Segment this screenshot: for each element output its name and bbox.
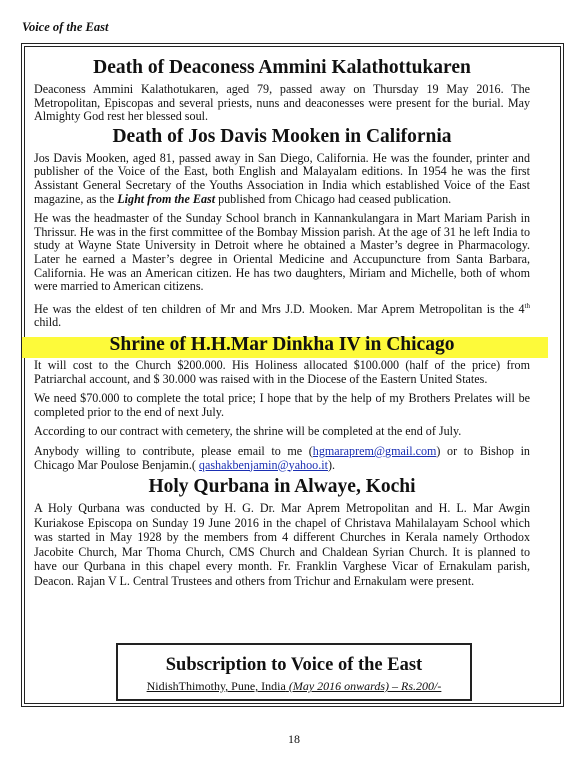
subscription-line <box>118 679 470 694</box>
article-paragraph <box>34 300 530 330</box>
article-paragraph <box>34 152 530 206</box>
article-paragraph: Deaconess Ammini Kalathotukaren, aged 79, passed away on Thursday 19 May 2016. The Metropolitan, Episcopas and several priests, nuns and deaconesses were present for the burial. May Almighty God rest her blessed soul. <box>34 82 530 124</box>
publication-title: Light from the East <box>117 191 216 206</box>
subscription-box <box>116 643 472 701</box>
ordinal-superscript: th <box>524 301 530 310</box>
article-qurbana <box>34 475 530 589</box>
article-title: Holy Qurbana in Alwaye, Kochi <box>148 476 416 498</box>
article-deaconess <box>34 56 530 124</box>
paragraph-text: child. <box>34 315 62 330</box>
article-shrine <box>34 333 530 472</box>
subscription-detail: (May 2016 onwards) – Rs.200/- <box>288 679 442 693</box>
article-paragraph <box>34 445 530 472</box>
article-title: Death of Deaconess Ammini Kalathottukaren <box>93 57 471 78</box>
paragraph-text: He was the eldest of ten children of Mr and Mrs J.D. Mooken. Mar Aprem Metropolitan is the 4 <box>34 301 525 316</box>
paragraph-text: ). <box>327 457 336 472</box>
article-paragraph: He was the headmaster of the Sunday School branch in Kannankulangara in Mart Mariam Parish in Thrissur. He was in the first committee of the Bombay Mission parish. At the age of 31 he left India to study at Wayne State University in Detroit where he obtained a Master’s degree in Pharmacology. Later he earned a Master’s degree in Oriental Medicine and Accupuncture from Santa Barbara, California. He was an American citizen. He has two daughters, Miriam and Michelle, both of whom were married to American citizens. <box>34 211 530 294</box>
subscription-title: Subscription to Voice of the East <box>165 655 423 675</box>
page-number: 18 <box>288 732 300 746</box>
article-title: Shrine of H.H.Mar Dinkha IV in Chicago <box>109 333 455 355</box>
article-title-highlighted <box>34 333 530 358</box>
running-head: Voice of the East <box>22 20 109 34</box>
email-link-benjamin[interactable]: qashakbenjamin@yahoo.it <box>198 457 328 472</box>
email-link-aprem[interactable]: hgmaraprem@gmail.com <box>312 443 437 458</box>
articles-column <box>34 56 530 589</box>
paragraph-text: published from Chicago had ceased publication. <box>215 191 452 206</box>
subscriber-name: NidishThimothy, Pune, India <box>146 679 286 693</box>
article-title: Death of Jos Davis Mooken in California <box>112 125 452 147</box>
article-paragraph: It will cost to the Church $200.000. His Holiness allocated $100.000 (half of the price) from Patriarchal account, and $ 30.000 was raised with in the Diocese of the Eastern United States. <box>34 357 530 386</box>
article-mooken <box>34 125 530 330</box>
paragraph-text: ) or to Bishop in Chicago Mar Poulose Benjamin.( <box>34 443 530 472</box>
article-paragraph: According to our contract with cemetery, the shrine will be completed at the end of July. <box>34 424 462 439</box>
article-paragraph: A Holy Qurbana was conducted by H. G. Dr. Mar Aprem Metropolitan and H. L. Mar Awgin Kuriakose Episcopa on Sunday 19 June 2016 in the chapel of Christava Mahilalayam School which was started in May 1928 by the members from 4 different Churches in Kerala namely Orthodox Jacobite Church, Mar Thoma Church, CMS Church and Chaldean Syrian Church. It is planned to have our Qurbana in this chapel every month. Fr. Franklin Varghese Vicar of Ernakulam parish, Deacon. Rajan V L. Central Trustees and others from Trichur and Ernakulam were present. <box>34 501 530 589</box>
paragraph-text: Anybody willing to contribute, please email to me ( <box>34 443 313 458</box>
paragraph-text: Jos Davis Mooken, aged 81, passed away in San Diego, California. He was the founder, printer and publisher of the Voice of the East, both English and Malayalam editions. In 1954 he was the first Assistant General Secretary of the Youths Association in India which established Voice of the East magazine, as the <box>34 150 530 206</box>
article-paragraph: We need $70.000 to complete the total price; I hope that by the help of my Brothers Prelates will be completed prior to the end of next July. <box>34 391 530 419</box>
